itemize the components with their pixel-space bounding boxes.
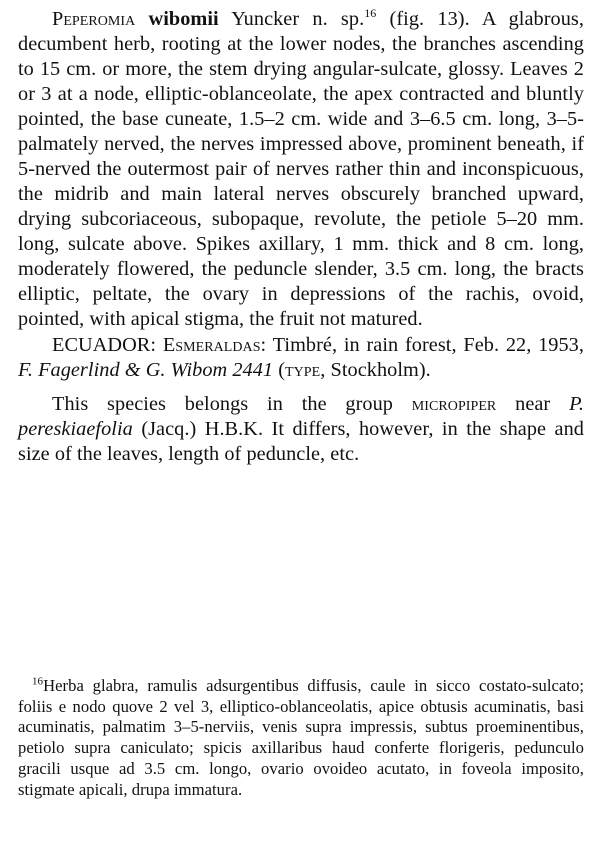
related-species: P. pereskiaefolia [18,393,585,440]
discussion-text-a: This species belongs in the group [52,393,393,415]
footnote-marker: 16 [32,675,44,688]
type-herbarium: , Stockholm). [320,359,431,381]
province: Esmeraldas: [162,334,267,356]
species-epithet: wibomii [148,8,219,30]
footnote-text: Herba glabra, ramulis adsurgentibus diffusis, caule in sicco costato-sulcato; foliis e nodo quove 2 vel 3, elliptico-oblanceolatis, apice obtusis acuminatis, basi acuminatis, palmatim 3–5-nerviis, venis supra impressis, subtus proeminentibus, petiolo supra caniculato; spicis axillaribus haud conferte florigeris, pedunculo gracili usque ad 3.5 cm. longo, ovario ovoideo acutato, in foveola imposito, stigmate apicali, drupa immatura. [18,676,584,799]
locality: Timbré, in rain forest, Feb. 22, 1953, [272,334,584,356]
discussion-text-b: near [515,393,551,415]
description-body: A glabrous, decumbent herb, rooting at the lower nodes, the branches ascending to 15 cm. or more, the stem drying angular-sulcate, glossy. Leaves 2 or 3 at a node, elliptic-oblanceolate, the apex contracted and bluntly pointed, the base cuneate, 1.5–2 cm. wide and 3–6.5 cm. long, 3–5-palmately nerved, the nerves impressed above, prominent beneath, if 5-nerved the outermost pair of nerves rather thin and inconspicuous, the midrib and main lateral nerves obscurely branched upward, drying subcoriaceous, subopaque, revolute, the petiole 5–20 mm. long, sulcate above. Spikes axillary, 1 mm. thick and 8 cm. long, moderately flowered, the peduncle slender, 3.5 cm. long, the bracts elliptic, peltate, the ovary in depressions of the rachis, ovoid, pointed, with apical stigma, the fruit not matured. [18,8,584,330]
type-label: type [285,359,321,381]
group-name: micropiper [411,393,497,415]
footnote-paragraph [18,676,584,800]
figure-reference: (fig. 13). [389,8,470,30]
genus-name: Peperomia [52,8,136,30]
main-text [18,7,584,467]
specimen-citation [18,333,584,383]
species-description [18,7,584,332]
country: ECUADOR: [52,334,157,356]
type-open: ( [278,359,286,381]
species-authority: Yuncker n. sp. [231,8,365,30]
footnote-reference: 16 [364,6,377,21]
discussion-text-c: (Jacq.) H.B.K. It differs, however, in the shape and size of the leaves, length of peduncle, etc. [18,418,584,465]
discussion-paragraph [18,392,584,467]
footnote [18,676,584,800]
collectors: F. Fagerlind & G. Wibom 2441 [18,359,274,381]
